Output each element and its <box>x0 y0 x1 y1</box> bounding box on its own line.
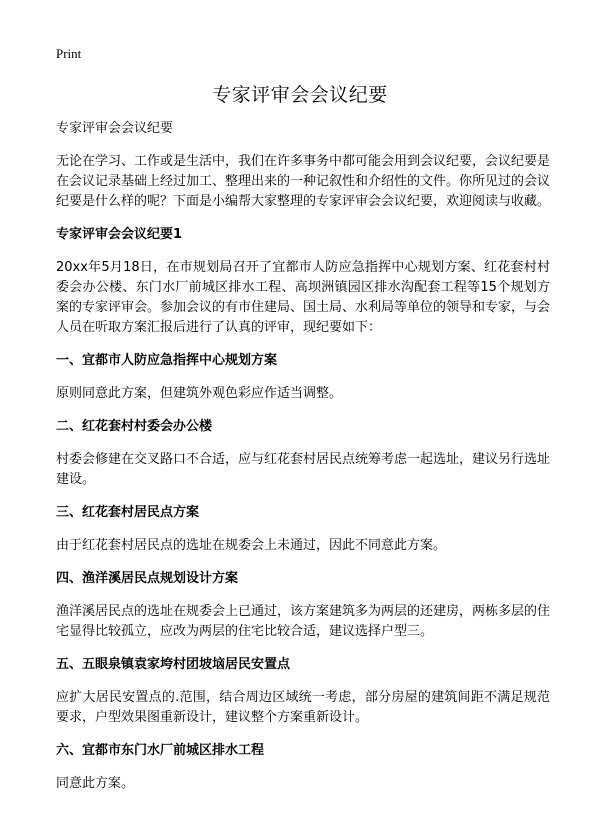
item-heading-5: 五、五眼泉镇袁家垮村团坡垴居民安置点 <box>56 657 291 672</box>
intro-paragraph: 无论在学习、工作或是生活中，我们在许多事务中都可能会用到会议纪要，会议纪要是在会议记录基础上经过加工、整理出来的一种记叙性和介绍性的文件。你所见过的会议纪要是什么样的呢？下面是小编帮大家整理的专家评审会会议纪要，欢迎阅读与收藏。 <box>56 154 551 209</box>
item-heading-3: 三、红花套村居民点方案 <box>56 505 200 520</box>
item-heading-2: 二、红花套村村委会办公楼 <box>56 419 213 434</box>
item-body-1: 原则同意此方案，但建筑外观色彩应作适当调整。 <box>56 386 343 401</box>
section-heading: 专家评审会会议纪要1 <box>56 227 183 242</box>
document-subtitle: 专家评审会会议纪要 <box>56 121 174 136</box>
print-link[interactable]: Print <box>56 46 82 61</box>
item-body-4: 渔洋溪居民点的选址在规委会上已通过，该方案建筑多为两层的还建房，两栋多层的住宅显得比较孤立，应改为两层的住宅比较合适，建议选择户型三。 <box>56 604 551 639</box>
document-body <box>56 119 550 807</box>
item-body-5: 应扩大居民安置点的.范围，结合周边区域统一考虑，部分房屋的建筑间距不满足规范要求，户型效果图重新设计，建议整个方案重新设计。 <box>56 690 550 725</box>
item-body-6: 同意此方案。 <box>56 776 135 791</box>
item-heading-4: 四、渔洋溪居民点规划设计方案 <box>56 571 239 586</box>
page-title: 专家评审会会议纪要 <box>212 84 388 106</box>
item-body-3: 由于红花套村居民点的选址在规委会上未通过，因此不同意此方案。 <box>56 538 447 553</box>
meeting-summary-paragraph: 20xx年5月18日，在市规划局召开了宜都市人防应急指挥中心规划方案、红花套村村委会办公楼、东门水厂前城区排水工程、高坝洲镇园区排水沟配套工程等15个规划方案的专家评审会。参加会议的有市住建局、国土局、水利局等单位的领导和专家，与会人员在听取方案汇报后进行了认真的评审，现纪要如下： <box>56 260 551 335</box>
item-heading-1: 一、宜都市人防应急指挥中心规划方案 <box>56 353 278 368</box>
item-body-2: 村委会修建在交叉路口不合适，应与红花套村居民点统筹考虑一起选址，建议另行选址建设。 <box>56 452 551 487</box>
item-heading-6: 六、宜都市东门水厂前城区排水工程 <box>56 743 265 758</box>
